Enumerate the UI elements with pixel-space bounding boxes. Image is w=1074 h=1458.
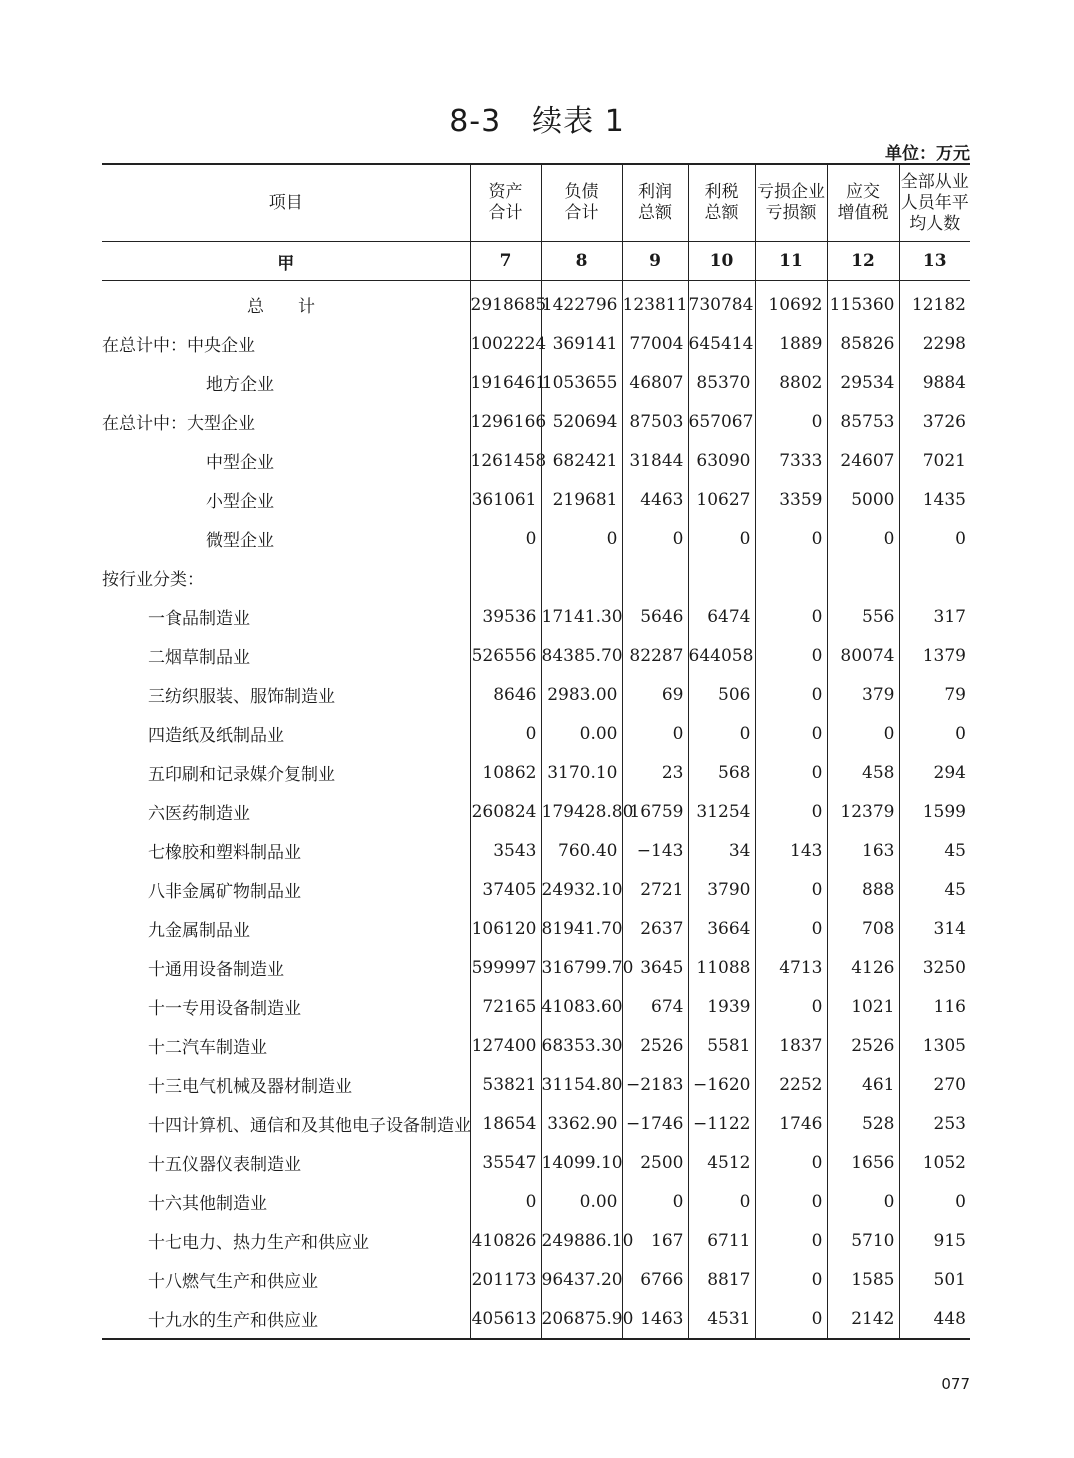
- table-cell: 167: [622, 1221, 688, 1260]
- table-cell: 379: [827, 675, 899, 714]
- table-cell: 3359: [755, 480, 827, 519]
- table-cell: 115360: [827, 281, 899, 325]
- table-cell: 3726: [899, 402, 970, 441]
- table-cell: 0: [688, 714, 755, 753]
- table-cell: 116: [899, 987, 970, 1026]
- table-cell: 674: [622, 987, 688, 1026]
- table-cell: 1305: [899, 1026, 970, 1065]
- row-label: 在总计中：中央企业: [102, 336, 255, 356]
- table-cell: 0: [622, 519, 688, 558]
- table-cell: [622, 558, 688, 597]
- column-code: 7: [470, 242, 541, 281]
- table-cell: 708: [827, 909, 899, 948]
- table-row: [102, 636, 970, 675]
- table-row: [102, 441, 970, 480]
- table-cell: 0: [755, 675, 827, 714]
- row-label: 小型企业: [206, 492, 274, 512]
- table-cell: 45: [899, 831, 970, 870]
- table-cell: 2983.00: [541, 675, 622, 714]
- table-cell: 63090: [688, 441, 755, 480]
- table-cell: 69: [622, 675, 688, 714]
- table-cell: 682421: [541, 441, 622, 480]
- table-cell: 0: [755, 1260, 827, 1299]
- table-cell: [827, 558, 899, 597]
- table-row: [102, 1026, 970, 1065]
- column-header-profit: 利润 总额: [622, 164, 688, 242]
- table-cell: 0: [688, 1182, 755, 1221]
- row-label: 二烟草制品业: [148, 648, 250, 668]
- table-cell: 0: [622, 714, 688, 753]
- table-cell: [470, 558, 541, 597]
- row-label: 在总计中：大型企业: [102, 414, 255, 434]
- table-row: [102, 714, 970, 753]
- table-cell: 96437.20: [541, 1260, 622, 1299]
- table-cell: 3543: [470, 831, 541, 870]
- row-label: 十通用设备制造业: [148, 960, 284, 980]
- table-cell: [688, 558, 755, 597]
- table-cell: 1053655: [541, 363, 622, 402]
- table-cell: 294: [899, 753, 970, 792]
- table-cell: 45: [899, 870, 970, 909]
- table-row: [102, 948, 970, 987]
- table-cell: 2142: [827, 1299, 899, 1339]
- column-code: 10: [688, 242, 755, 281]
- table-cell: 201173: [470, 1260, 541, 1299]
- table-cell: −1746: [622, 1104, 688, 1143]
- table-cell: 87503: [622, 402, 688, 441]
- table-cell: 39536: [470, 597, 541, 636]
- table-row: [102, 987, 970, 1026]
- table-cell: −2183: [622, 1065, 688, 1104]
- table-cell: 35547: [470, 1143, 541, 1182]
- table-cell: 3250: [899, 948, 970, 987]
- table-cell: 41083.60: [541, 987, 622, 1026]
- table-cell: 556: [827, 597, 899, 636]
- table-cell: 6711: [688, 1221, 755, 1260]
- table-cell: 77004: [622, 324, 688, 363]
- table-cell: 760.40: [541, 831, 622, 870]
- unit-label: 单位：万元: [885, 144, 970, 164]
- table-cell: 31844: [622, 441, 688, 480]
- table-cell: 68353.30: [541, 1026, 622, 1065]
- table-cell: 644058: [688, 636, 755, 675]
- table-cell: 0: [827, 1182, 899, 1221]
- table-cell: 0: [470, 519, 541, 558]
- row-label: 微型企业: [206, 531, 274, 551]
- table-cell: 0: [622, 1182, 688, 1221]
- table-cell: 31154.80: [541, 1065, 622, 1104]
- table-cell: 7021: [899, 441, 970, 480]
- table-cell: 85753: [827, 402, 899, 441]
- column-header-item: 项目: [102, 164, 470, 242]
- table-cell: 2526: [622, 1026, 688, 1065]
- table-cell: 0: [755, 870, 827, 909]
- page-number: 077: [941, 1375, 970, 1393]
- table-row: [102, 1182, 970, 1221]
- table-cell: 24607: [827, 441, 899, 480]
- table-cell: 1422796: [541, 281, 622, 325]
- table-cell: 526556: [470, 636, 541, 675]
- table-cell: 0: [827, 714, 899, 753]
- table-cell: 361061: [470, 480, 541, 519]
- table-cell: 6766: [622, 1260, 688, 1299]
- table-cell: 915: [899, 1221, 970, 1260]
- table-cell: 206875.90: [541, 1299, 622, 1339]
- table-cell: 0: [755, 792, 827, 831]
- row-label: 十一专用设备制造业: [148, 999, 301, 1019]
- page-title: 8-3 续表 1: [449, 104, 625, 139]
- table-cell: 24932.10: [541, 870, 622, 909]
- table-cell: 12182: [899, 281, 970, 325]
- table-cell: 2721: [622, 870, 688, 909]
- table-row: [102, 597, 970, 636]
- table-cell: 1261458: [470, 441, 541, 480]
- table-row: [102, 363, 970, 402]
- table-row: [102, 870, 970, 909]
- table-cell: 3170.10: [541, 753, 622, 792]
- table-cell: 1021: [827, 987, 899, 1026]
- table-cell: 1599: [899, 792, 970, 831]
- table-cell: 0: [755, 1299, 827, 1339]
- row-label-part: 计: [298, 297, 315, 317]
- statistics-table: [102, 163, 970, 1340]
- table-row: [102, 831, 970, 870]
- table-cell: 2637: [622, 909, 688, 948]
- table-row: [102, 480, 970, 519]
- table-cell: 23: [622, 753, 688, 792]
- table-cell: 314: [899, 909, 970, 948]
- table-cell: 1916461: [470, 363, 541, 402]
- table-cell: 5710: [827, 1221, 899, 1260]
- table-cell: 253: [899, 1104, 970, 1143]
- table-cell: 31254: [688, 792, 755, 831]
- table-cell: 0: [755, 1221, 827, 1260]
- table-cell: 80074: [827, 636, 899, 675]
- table-cell: 10627: [688, 480, 755, 519]
- row-label: 六医药制造业: [148, 804, 250, 824]
- table-cell: 4531: [688, 1299, 755, 1339]
- table-cell: 369141: [541, 324, 622, 363]
- table-cell: 53821: [470, 1065, 541, 1104]
- table-cell: 8646: [470, 675, 541, 714]
- table-cell: [755, 558, 827, 597]
- row-label: 十三电气机械及器材制造业: [148, 1077, 352, 1097]
- table-row: [102, 324, 970, 363]
- table-cell: 3790: [688, 870, 755, 909]
- table-cell: 405613: [470, 1299, 541, 1339]
- table-cell: 4126: [827, 948, 899, 987]
- column-code: 9: [622, 242, 688, 281]
- table-row: [102, 1260, 970, 1299]
- row-label: 十七电力、热力生产和供应业: [148, 1233, 369, 1253]
- table-cell: 0: [899, 519, 970, 558]
- table-row: [102, 1221, 970, 1260]
- table-cell: 1585: [827, 1260, 899, 1299]
- row-label: 十六其他制造业: [148, 1194, 267, 1214]
- table-cell: 9884: [899, 363, 970, 402]
- table-cell: 0: [755, 1182, 827, 1221]
- table-cell: 316799.70: [541, 948, 622, 987]
- table-cell: 458: [827, 753, 899, 792]
- table-row: [102, 753, 970, 792]
- table-cell: 6474: [688, 597, 755, 636]
- row-label: 十八燃气生产和供应业: [148, 1272, 318, 1292]
- table-cell: 888: [827, 870, 899, 909]
- table-cell: 16759: [622, 792, 688, 831]
- table-cell: 1463: [622, 1299, 688, 1339]
- table-cell: 4463: [622, 480, 688, 519]
- table-cell: 1746: [755, 1104, 827, 1143]
- table-cell: 410826: [470, 1221, 541, 1260]
- table-cell: 14099.10: [541, 1143, 622, 1182]
- table-cell: 85370: [688, 363, 755, 402]
- table-cell: 645414: [688, 324, 755, 363]
- table-cell: 0: [755, 597, 827, 636]
- table-cell: 1889: [755, 324, 827, 363]
- table-cell: 0: [899, 1182, 970, 1221]
- column-header-employees: 全部从业 人员年平 均人数: [899, 164, 970, 242]
- table-row: [102, 1065, 970, 1104]
- row-label: 八非金属矿物制品业: [148, 882, 301, 902]
- table-cell: 0.00: [541, 1182, 622, 1221]
- table-cell: 179428.80: [541, 792, 622, 831]
- table-cell: 0: [755, 753, 827, 792]
- table-cell: 3362.90: [541, 1104, 622, 1143]
- table-row: [102, 281, 970, 325]
- table-cell: 461: [827, 1065, 899, 1104]
- table-cell: 10862: [470, 753, 541, 792]
- column-header-vat: 应交 增值税: [827, 164, 899, 242]
- row-label: 九金属制品业: [148, 921, 250, 941]
- column-header-loss: 亏损企业 亏损额: [755, 164, 827, 242]
- table-row: [102, 675, 970, 714]
- row-label: 按行业分类：: [102, 570, 204, 590]
- row-label: 三纺织服装、服饰制造业: [148, 687, 335, 707]
- table-cell: 2918685: [470, 281, 541, 325]
- table-cell: 4713: [755, 948, 827, 987]
- table-cell: 528: [827, 1104, 899, 1143]
- table-cell: 0: [899, 714, 970, 753]
- table-cell: 79: [899, 675, 970, 714]
- column-header-liabilities: 负债 合计: [541, 164, 622, 242]
- table-cell: 10692: [755, 281, 827, 325]
- column-header-assets: 资产 合计: [470, 164, 541, 242]
- table-row: [102, 1104, 970, 1143]
- table-cell: 11088: [688, 948, 755, 987]
- table-cell: 17141.30: [541, 597, 622, 636]
- column-header-profit-tax: 利税 总额: [688, 164, 755, 242]
- column-code: 13: [899, 242, 970, 281]
- table-cell: 37405: [470, 870, 541, 909]
- table-cell: 1379: [899, 636, 970, 675]
- table-cell: 2526: [827, 1026, 899, 1065]
- table-cell: 163: [827, 831, 899, 870]
- row-label: 四造纸及纸制品业: [148, 726, 284, 746]
- table-cell: 7333: [755, 441, 827, 480]
- table-cell: 249886.10: [541, 1221, 622, 1260]
- row-label: 五印刷和记录媒介复制业: [148, 765, 335, 785]
- table-cell: 18654: [470, 1104, 541, 1143]
- table-cell: 3645: [622, 948, 688, 987]
- table-cell: 1939: [688, 987, 755, 1026]
- table-cell: 0: [755, 1143, 827, 1182]
- table-cell: 0: [470, 714, 541, 753]
- column-code: 8: [541, 242, 622, 281]
- table-row: [102, 1299, 970, 1339]
- table-cell: 520694: [541, 402, 622, 441]
- table-cell: 2298: [899, 324, 970, 363]
- table-row: [102, 402, 970, 441]
- table-cell: 8802: [755, 363, 827, 402]
- table-cell: −1122: [688, 1104, 755, 1143]
- table-cell: 317: [899, 597, 970, 636]
- table-cell: 3664: [688, 909, 755, 948]
- table-cell: 2252: [755, 1065, 827, 1104]
- table-cell: 0: [755, 402, 827, 441]
- table-row: [102, 558, 970, 597]
- table-cell: 34: [688, 831, 755, 870]
- row-label-part: 总: [247, 297, 264, 317]
- row-label: 十二汽车制造业: [148, 1038, 267, 1058]
- table-cell: 1656: [827, 1143, 899, 1182]
- table-cell: 568: [688, 753, 755, 792]
- row-label: 十九水的生产和供应业: [102, 1299, 470, 1339]
- row-label: 七橡胶和塑料制品业: [148, 843, 301, 863]
- table-cell: 1296166: [470, 402, 541, 441]
- table-cell: 143: [755, 831, 827, 870]
- table-cell: 730784: [688, 281, 755, 325]
- row-label: 一食品制造业: [148, 609, 250, 629]
- column-code: 12: [827, 242, 899, 281]
- column-header-row: [102, 164, 970, 242]
- table-cell: 29534: [827, 363, 899, 402]
- table-cell: 5581: [688, 1026, 755, 1065]
- table-cell: 0: [755, 987, 827, 1026]
- table-cell: 0: [827, 519, 899, 558]
- row-label: 中型企业: [206, 453, 274, 473]
- table-cell: 1837: [755, 1026, 827, 1065]
- column-code: 甲: [102, 242, 470, 281]
- table-cell: 657067: [688, 402, 755, 441]
- table-cell: 5646: [622, 597, 688, 636]
- table-cell: [541, 558, 622, 597]
- table-cell: [899, 558, 970, 597]
- table-cell: 82287: [622, 636, 688, 675]
- table-cell: 448: [899, 1299, 970, 1339]
- table-cell: 506: [688, 675, 755, 714]
- table-cell: 81941.70: [541, 909, 622, 948]
- table-cell: 1002224: [470, 324, 541, 363]
- row-label: 十五仪器仪表制造业: [148, 1155, 301, 1175]
- table-cell: 0: [688, 519, 755, 558]
- table-cell: 123811: [622, 281, 688, 325]
- table-row: [102, 519, 970, 558]
- table-cell: −1620: [688, 1065, 755, 1104]
- table-cell: 5000: [827, 480, 899, 519]
- column-code-row: [102, 242, 970, 281]
- row-label: 地方企业: [206, 375, 274, 395]
- table-cell: 106120: [470, 909, 541, 948]
- table-cell: 0: [755, 714, 827, 753]
- table-cell: 1052: [899, 1143, 970, 1182]
- table-cell: 0: [470, 1182, 541, 1221]
- table-cell: 46807: [622, 363, 688, 402]
- table-cell: 501: [899, 1260, 970, 1299]
- table-cell: 8817: [688, 1260, 755, 1299]
- table-cell: 599997: [470, 948, 541, 987]
- table-cell: 260824: [470, 792, 541, 831]
- column-code: 11: [755, 242, 827, 281]
- table-cell: 127400: [470, 1026, 541, 1065]
- table-cell: 72165: [470, 987, 541, 1026]
- row-label-total: [102, 281, 470, 325]
- table-row: [102, 792, 970, 831]
- table-cell: 0.00: [541, 714, 622, 753]
- table-cell: 0: [541, 519, 622, 558]
- table-cell: 1435: [899, 480, 970, 519]
- table-cell: 84385.70: [541, 636, 622, 675]
- table-cell: 270: [899, 1065, 970, 1104]
- table-cell: 219681: [541, 480, 622, 519]
- table-cell: 0: [755, 636, 827, 675]
- table-cell: 0: [755, 909, 827, 948]
- table-cell: 0: [755, 519, 827, 558]
- table-row: [102, 1143, 970, 1182]
- table-cell: 2500: [622, 1143, 688, 1182]
- table-row: [102, 909, 970, 948]
- table-cell: −143: [622, 831, 688, 870]
- row-label: 十四计算机、通信和及其他电子设备制造业: [148, 1116, 471, 1136]
- table-cell: 85826: [827, 324, 899, 363]
- table-cell: 4512: [688, 1143, 755, 1182]
- table-cell: 12379: [827, 792, 899, 831]
